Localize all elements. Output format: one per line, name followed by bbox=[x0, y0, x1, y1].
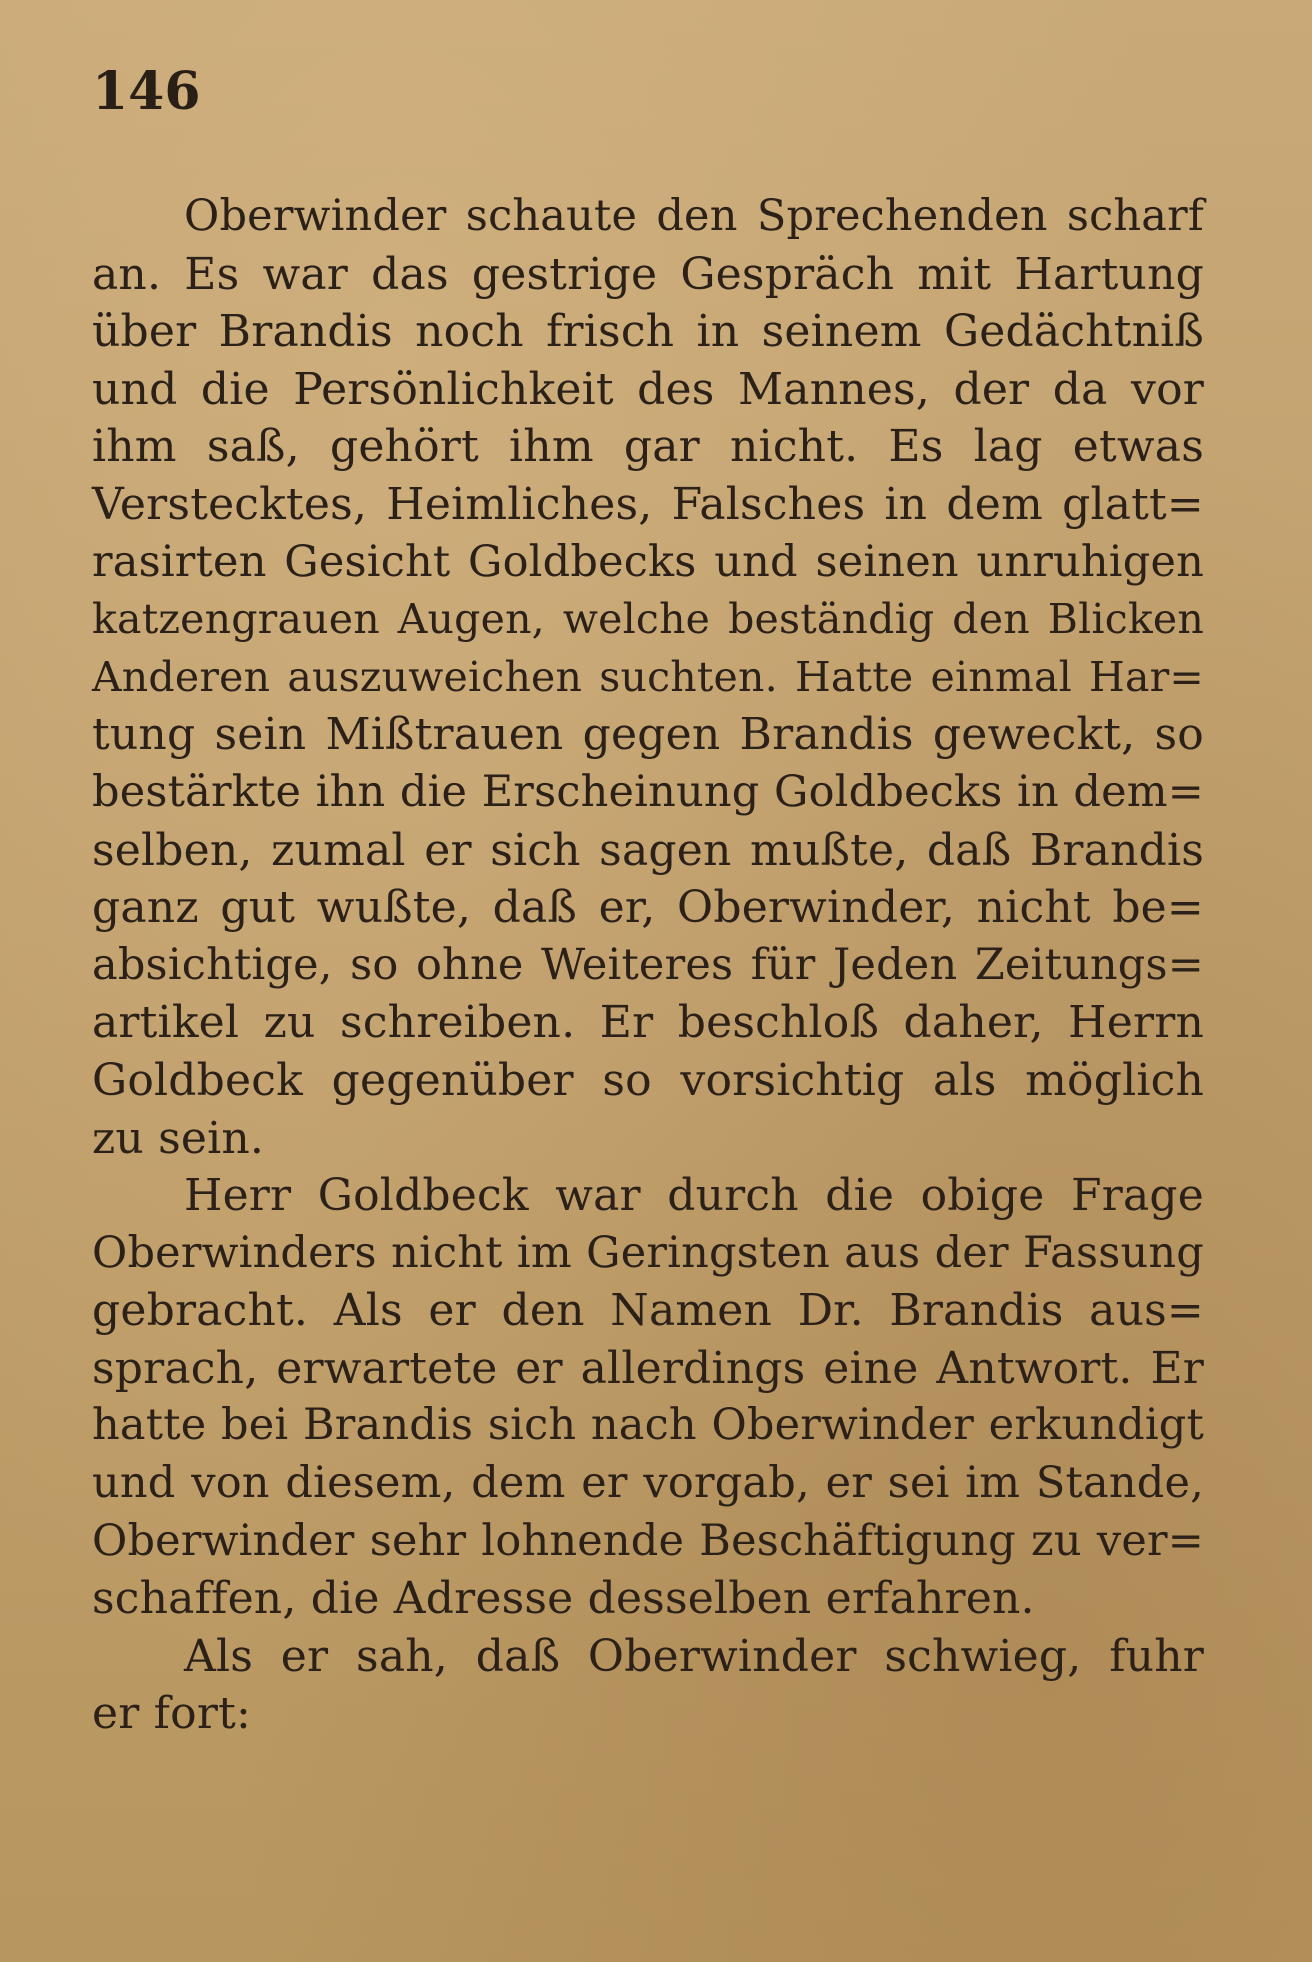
text-line: Goldbeck gegenüber so vorsichtig als möglich bbox=[92, 1054, 1204, 1106]
text-line: artikel zu schreiben. Er beschloß daher, Herrn bbox=[92, 997, 1204, 1049]
text-line: über Brandis noch frisch in seinem Gedächtniß bbox=[92, 306, 1204, 358]
page-number: 146 bbox=[92, 61, 201, 122]
text-line: tung sein Mißtrauen gegen Brandis geweckt, so bbox=[92, 709, 1204, 761]
body-text bbox=[92, 188, 1204, 1743]
text-line: absichtige, so ohne Weiteres für Jeden Zeitungs= bbox=[92, 939, 1204, 990]
text-line: ganz gut wußte, daß er, Oberwinder, nicht be= bbox=[92, 882, 1204, 934]
text-line: und von diesem, dem er vorgab, er sei im Stande, bbox=[92, 1458, 1204, 1509]
text-line: bestärkte ihn die Erscheinung Goldbecks in dem= bbox=[92, 766, 1204, 817]
text-line: ihm saß, gehört ihm gar nicht. Es lag etwas bbox=[92, 421, 1204, 473]
text-line: Anderen auszuweichen suchten. Hatte einmal Har= bbox=[92, 652, 1204, 701]
text-line: Oberwinder schaute den Sprechenden scharf bbox=[184, 191, 1204, 241]
text-line: Oberwinder sehr lohnende Beschäftigung zu ver= bbox=[92, 1515, 1204, 1566]
text-line: Als er sah, daß Oberwinder schwieg, fuhr bbox=[184, 1630, 1204, 1682]
text-line: hatte bei Brandis sich nach Oberwinder erkundigt bbox=[92, 1400, 1204, 1451]
text-line: zu sein. bbox=[92, 1112, 265, 1164]
text-line: gebracht. Als er den Namen Dr. Brandis aus= bbox=[92, 1285, 1204, 1337]
text-line: Oberwinders nicht im Geringsten aus der Fassung bbox=[92, 1227, 1204, 1278]
text-line: Verstecktes, Heimliches, Falsches in dem glatt= bbox=[92, 478, 1204, 530]
text-line: rasirten Gesicht Goldbecks und seinen unruhigen bbox=[92, 536, 1204, 587]
text-line: Herr Goldbeck war durch die obige Frage bbox=[184, 1170, 1204, 1222]
text-line: und die Persönlichkeit des Mannes, der da vor bbox=[92, 363, 1204, 415]
text-line: selben, zumal er sich sagen mußte, daß Brandis bbox=[92, 824, 1204, 876]
text-line: schaffen, die Adresse desselben erfahren. bbox=[92, 1573, 1035, 1625]
text-line: an. Es war das gestrige Gespräch mit Hartung bbox=[92, 248, 1204, 300]
text-line: katzengrauen Augen, welche beständig den Blicken bbox=[92, 595, 1204, 644]
text-line: er fort: bbox=[92, 1688, 251, 1740]
text-line: sprach, erwartete er allerdings eine Antwort. Er bbox=[92, 1342, 1204, 1394]
